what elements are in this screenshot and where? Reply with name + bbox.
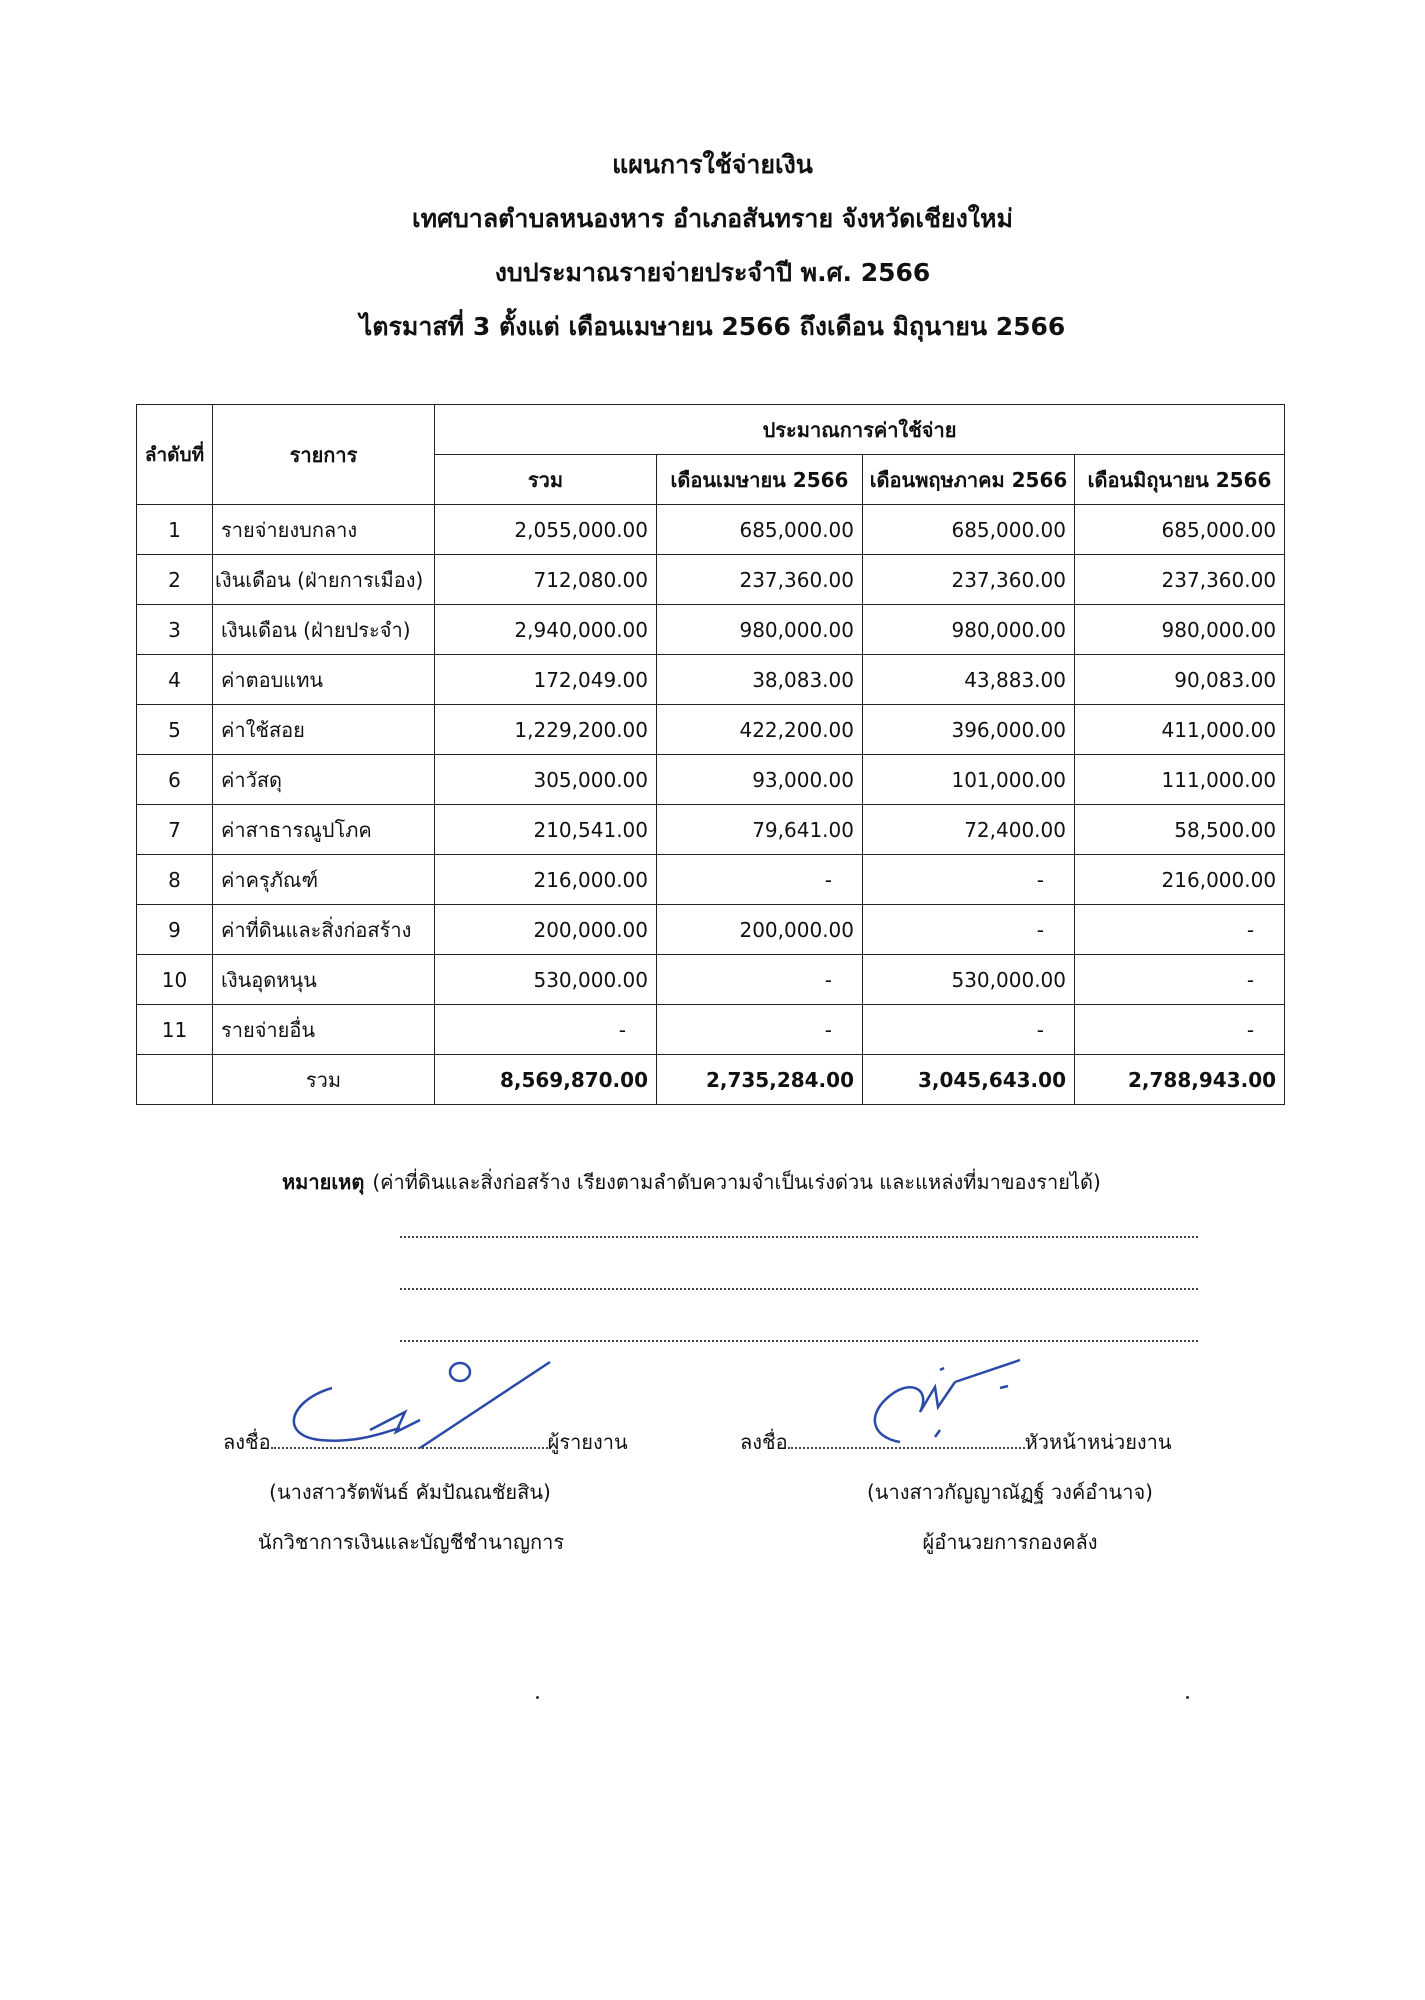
row-no: 5	[137, 705, 213, 755]
row-total: 210,541.00	[435, 805, 657, 855]
scan-speck	[536, 1696, 539, 1699]
table-row	[137, 555, 1285, 605]
row-total: -	[435, 1005, 657, 1055]
row-may: -	[863, 855, 1075, 905]
header-may: เดือนพฤษภาคม 2566	[863, 455, 1075, 505]
row-april: 200,000.00	[657, 905, 863, 955]
row-june: 216,000.00	[1075, 855, 1285, 905]
row-no: 8	[137, 855, 213, 905]
table-header-row	[137, 405, 1285, 455]
row-no: 6	[137, 755, 213, 805]
row-april: 980,000.00	[657, 605, 863, 655]
remark-text: (ค่าที่ดินและสิ่งก่อสร้าง เรียงตามลำดับความจำเป็นเร่งด่วน และแหล่งที่มาของรายได้)	[372, 1170, 1101, 1194]
row-no: 2	[137, 555, 213, 605]
header-total: รวม	[435, 455, 657, 505]
row-april: -	[657, 1005, 863, 1055]
total-total: 8,569,870.00	[435, 1055, 657, 1105]
row-june: -	[1075, 1005, 1285, 1055]
row-total: 200,000.00	[435, 905, 657, 955]
row-item: เงินเดือน (ฝ่ายประจำ)	[213, 605, 435, 655]
row-total: 2,055,000.00	[435, 505, 657, 555]
table-row	[137, 655, 1285, 705]
remark-label: หมายเหตุ	[282, 1170, 365, 1194]
table-total-row	[137, 1055, 1285, 1105]
row-june: 58,500.00	[1075, 805, 1285, 855]
organization-line: เทศบาลตำบลหนองหาร อำเภอสันทราย จังหวัดเชียงใหม่	[412, 204, 1013, 233]
total-june: 2,788,943.00	[1075, 1055, 1285, 1105]
row-may: -	[863, 905, 1075, 955]
row-total: 1,229,200.00	[435, 705, 657, 755]
table-row	[137, 605, 1285, 655]
row-total: 216,000.00	[435, 855, 657, 905]
row-april: -	[657, 855, 863, 905]
header-estimate-group: ประมาณการค่าใช้จ่าย	[435, 405, 1285, 455]
total-april: 2,735,284.00	[657, 1055, 863, 1105]
row-item: รายจ่ายอื่น	[213, 1005, 435, 1055]
row-april: -	[657, 955, 863, 1005]
row-may: 980,000.00	[863, 605, 1075, 655]
table-row	[137, 805, 1285, 855]
row-item: รายจ่ายงบกลาง	[213, 505, 435, 555]
row-may: 72,400.00	[863, 805, 1075, 855]
row-item: ค่าตอบแทน	[213, 655, 435, 705]
total-may: 3,045,643.00	[863, 1055, 1075, 1105]
left-sign-role: ผู้รายงาน	[547, 1430, 628, 1454]
row-may: 43,883.00	[863, 655, 1075, 705]
row-april: 79,641.00	[657, 805, 863, 855]
row-april: 685,000.00	[657, 505, 863, 555]
row-april: 93,000.00	[657, 755, 863, 805]
row-item: เงินอุดหนุน	[213, 955, 435, 1005]
table-row	[137, 905, 1285, 955]
row-no: 3	[137, 605, 213, 655]
row-june: 237,360.00	[1075, 555, 1285, 605]
remark	[282, 1166, 1101, 1198]
row-april: 422,200.00	[657, 705, 863, 755]
document-title: แผนการใช้จ่ายเงิน	[612, 150, 813, 179]
table-row	[137, 705, 1285, 755]
row-june: 411,000.00	[1075, 705, 1285, 755]
row-may: -	[863, 1005, 1075, 1055]
quarter-line: ไตรมาสที่ 3 ตั้งแต่ เดือนเมษายน 2566 ถึงเดือน มิถุนายน 2566	[359, 312, 1066, 341]
row-total: 305,000.00	[435, 755, 657, 805]
header-june: เดือนมิถุนายน 2566	[1075, 455, 1285, 505]
row-may: 237,360.00	[863, 555, 1075, 605]
row-item: ค่าครุภัณฑ์	[213, 855, 435, 905]
right-signer-position: ผู้อำนวยการกองคลัง	[922, 1530, 1098, 1554]
budget-table	[136, 404, 1285, 1105]
right-signer-name: (นางสาวกัญญาณัฏฐ์ วงค์อำนาจ)	[867, 1480, 1153, 1504]
row-item: ค่าที่ดินและสิ่งก่อสร้าง	[213, 905, 435, 955]
left-signer-position: นักวิชาการเงินและบัญชีชำนาญการ	[257, 1530, 565, 1554]
row-may: 396,000.00	[863, 705, 1075, 755]
row-june: 90,083.00	[1075, 655, 1285, 705]
remark-dotted-line-2	[400, 1288, 1198, 1290]
row-item: ค่าใช้สอย	[213, 705, 435, 755]
row-no: 4	[137, 655, 213, 705]
row-june: -	[1075, 955, 1285, 1005]
table-row	[137, 955, 1285, 1005]
remark-dotted-line-3	[400, 1340, 1198, 1342]
remark-dotted-line-1	[400, 1236, 1198, 1238]
row-total: 530,000.00	[435, 955, 657, 1005]
row-june: -	[1075, 905, 1285, 955]
header-no: ลำดับที่	[137, 405, 213, 505]
right-sign-line	[740, 1426, 1172, 1458]
left-sign-prefix: ลงชื่อ	[223, 1430, 271, 1454]
right-sign-dots	[788, 1447, 1025, 1449]
row-may: 101,000.00	[863, 755, 1075, 805]
row-item: ค่าสาธารณูปโภค	[213, 805, 435, 855]
row-june: 685,000.00	[1075, 505, 1285, 555]
header-item: รายการ	[213, 405, 435, 505]
row-total: 712,080.00	[435, 555, 657, 605]
row-item: ค่าวัสดุ	[213, 755, 435, 805]
fiscal-year-line: งบประมาณรายจ่ายประจำปี พ.ศ. 2566	[494, 258, 931, 287]
table-body	[137, 505, 1285, 1105]
row-no: 9	[137, 905, 213, 955]
total-label: รวม	[213, 1055, 435, 1105]
table-row	[137, 855, 1285, 905]
row-total: 172,049.00	[435, 655, 657, 705]
table-row	[137, 755, 1285, 805]
row-no: 10	[137, 955, 213, 1005]
document-header	[0, 138, 1425, 354]
header-april: เดือนเมษายน 2566	[657, 455, 863, 505]
row-may: 685,000.00	[863, 505, 1075, 555]
row-june: 980,000.00	[1075, 605, 1285, 655]
row-may: 530,000.00	[863, 955, 1075, 1005]
table-row	[137, 505, 1285, 555]
right-sign-role: หัวหน้าหน่วยงาน	[1024, 1430, 1172, 1454]
row-total: 2,940,000.00	[435, 605, 657, 655]
left-signer-name: (นางสาวรัตพันธ์ คัมปัณณชัยสิน)	[269, 1480, 551, 1504]
row-no: 7	[137, 805, 213, 855]
total-no	[137, 1055, 213, 1105]
row-no: 11	[137, 1005, 213, 1055]
row-april: 38,083.00	[657, 655, 863, 705]
row-no: 1	[137, 505, 213, 555]
row-item: เงินเดือน (ฝ่ายการเมือง)	[213, 555, 435, 605]
table-row	[137, 1005, 1285, 1055]
row-june: 111,000.00	[1075, 755, 1285, 805]
left-sign-line	[223, 1426, 628, 1458]
left-sign-dots	[271, 1447, 548, 1449]
row-april: 237,360.00	[657, 555, 863, 605]
scan-speck	[1186, 1696, 1189, 1699]
right-sign-prefix: ลงชื่อ	[740, 1430, 788, 1454]
